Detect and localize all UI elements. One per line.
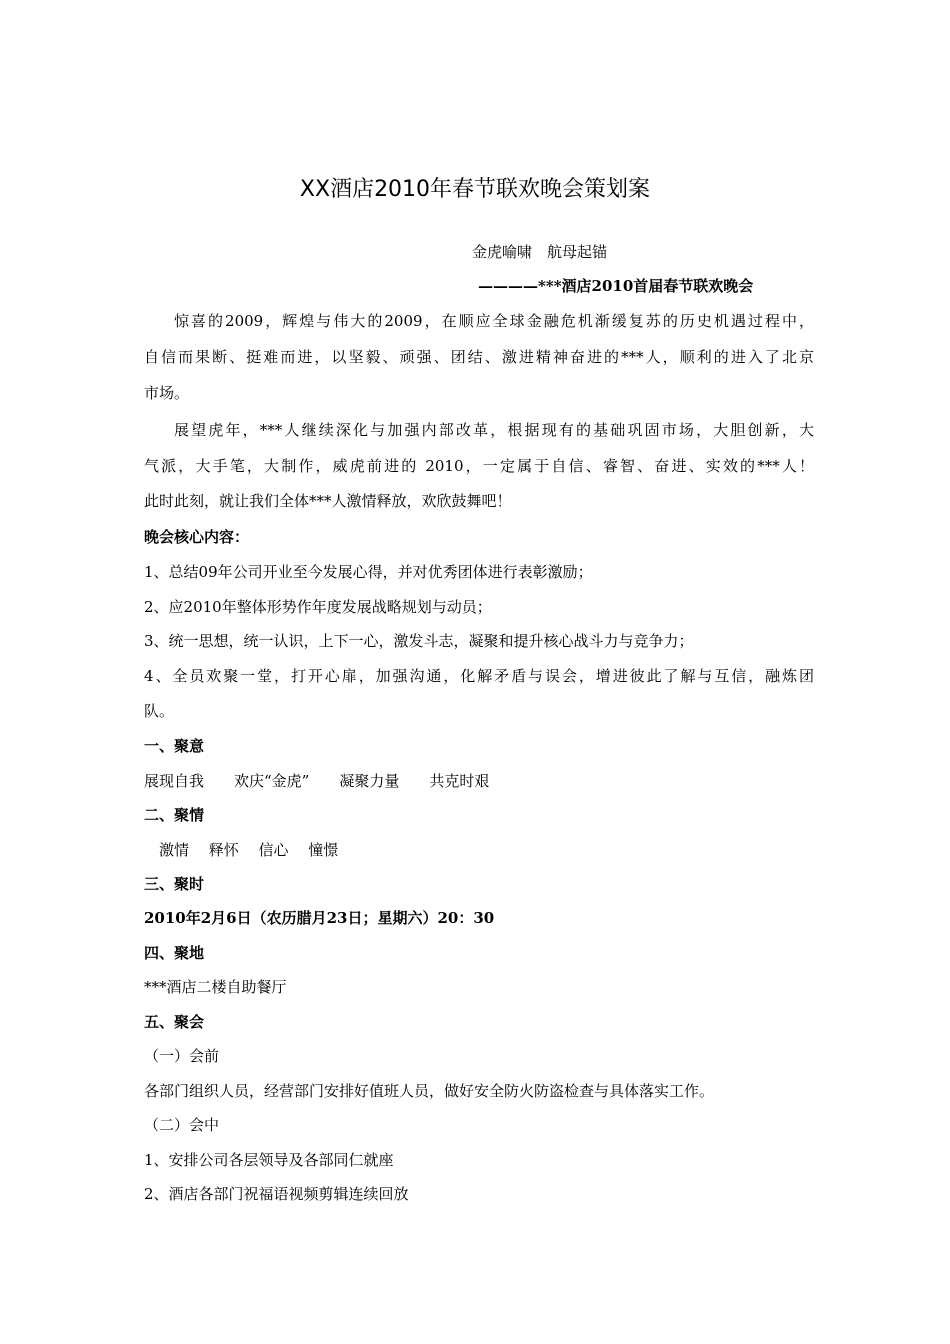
list-item: 2、酒店各部门祝福语视频剪辑连续回放: [144, 1185, 409, 1203]
intro-line: 自信而果断、挺难而进，以坚毅、顽强、团结、激进精神奋进的***人，顺利的进入了北京: [144, 348, 814, 366]
section-heading: 二、聚情: [144, 806, 205, 824]
intro-line: 市场。: [144, 384, 190, 402]
section-body: 激情 释怀 信心 憧憬: [144, 841, 339, 859]
core-heading: 晚会核心内容：: [144, 528, 250, 546]
intro-line: 此时此刻，就让我们全体***人激情释放，欢欣鼓舞吧！: [144, 492, 512, 510]
subsection-body: 各部门组织人员，经营部门安排好值班人员，做好安全防火防盗检查与具体落实工作。: [144, 1082, 715, 1100]
core-item: 1、总结09年公司开业至今发展心得，并对优秀团体进行表彰激励；: [144, 563, 593, 581]
subsection-heading: （二）会中: [144, 1116, 220, 1134]
slogan: 金虎喻啸 航母起锚: [472, 243, 608, 261]
subtitle: ————***酒店2010首届春节联欢晚会: [478, 277, 754, 295]
event-venue: ***酒店二楼自助餐厅: [144, 978, 287, 996]
subsection-heading: （一）会前: [144, 1047, 220, 1065]
core-item: 3、统一思想，统一认识，上下一心，激发斗志，凝聚和提升核心战斗力与竞争力；: [144, 632, 694, 650]
section-heading: 三、聚时: [144, 875, 205, 893]
core-item: 队。: [144, 702, 175, 720]
section-heading: 一、聚意: [144, 737, 205, 755]
intro-line: 气派，大手笔，大制作，威虎前进的 2010，一定属于自信、睿智、奋进、实效的***人！: [144, 457, 814, 475]
section-heading: 四、聚地: [144, 944, 205, 962]
section-heading: 五、聚会: [144, 1013, 205, 1031]
intro-line: 展望虎年，***人继续深化与加强内部改革，根据现有的基础巩固市场，大胆创新，大: [174, 421, 814, 439]
core-item: 4、全员欢聚一堂，打开心扉，加强沟通，化解矛盾与误会，增进彼此了解与互信，融炼团: [144, 667, 814, 685]
intro-line: 惊喜的2009，辉煌与伟大的2009，在顺应全球金融危机渐缓复苏的历史机遇过程中，: [174, 312, 814, 330]
list-item: 1、安排公司各层领导及各部同仁就座: [144, 1151, 394, 1169]
event-time: 2010年2月6日（农历腊月23日；星期六）20：30: [144, 909, 495, 927]
core-item: 2、应2010年整体形势作年度发展战略规划与动员；: [144, 598, 492, 616]
document-title: XX酒店2010年春节联欢晚会策划案: [299, 177, 651, 202]
section-body: 展现自我 欢庆“金虎” 凝聚力量 共克时艰: [144, 772, 490, 790]
